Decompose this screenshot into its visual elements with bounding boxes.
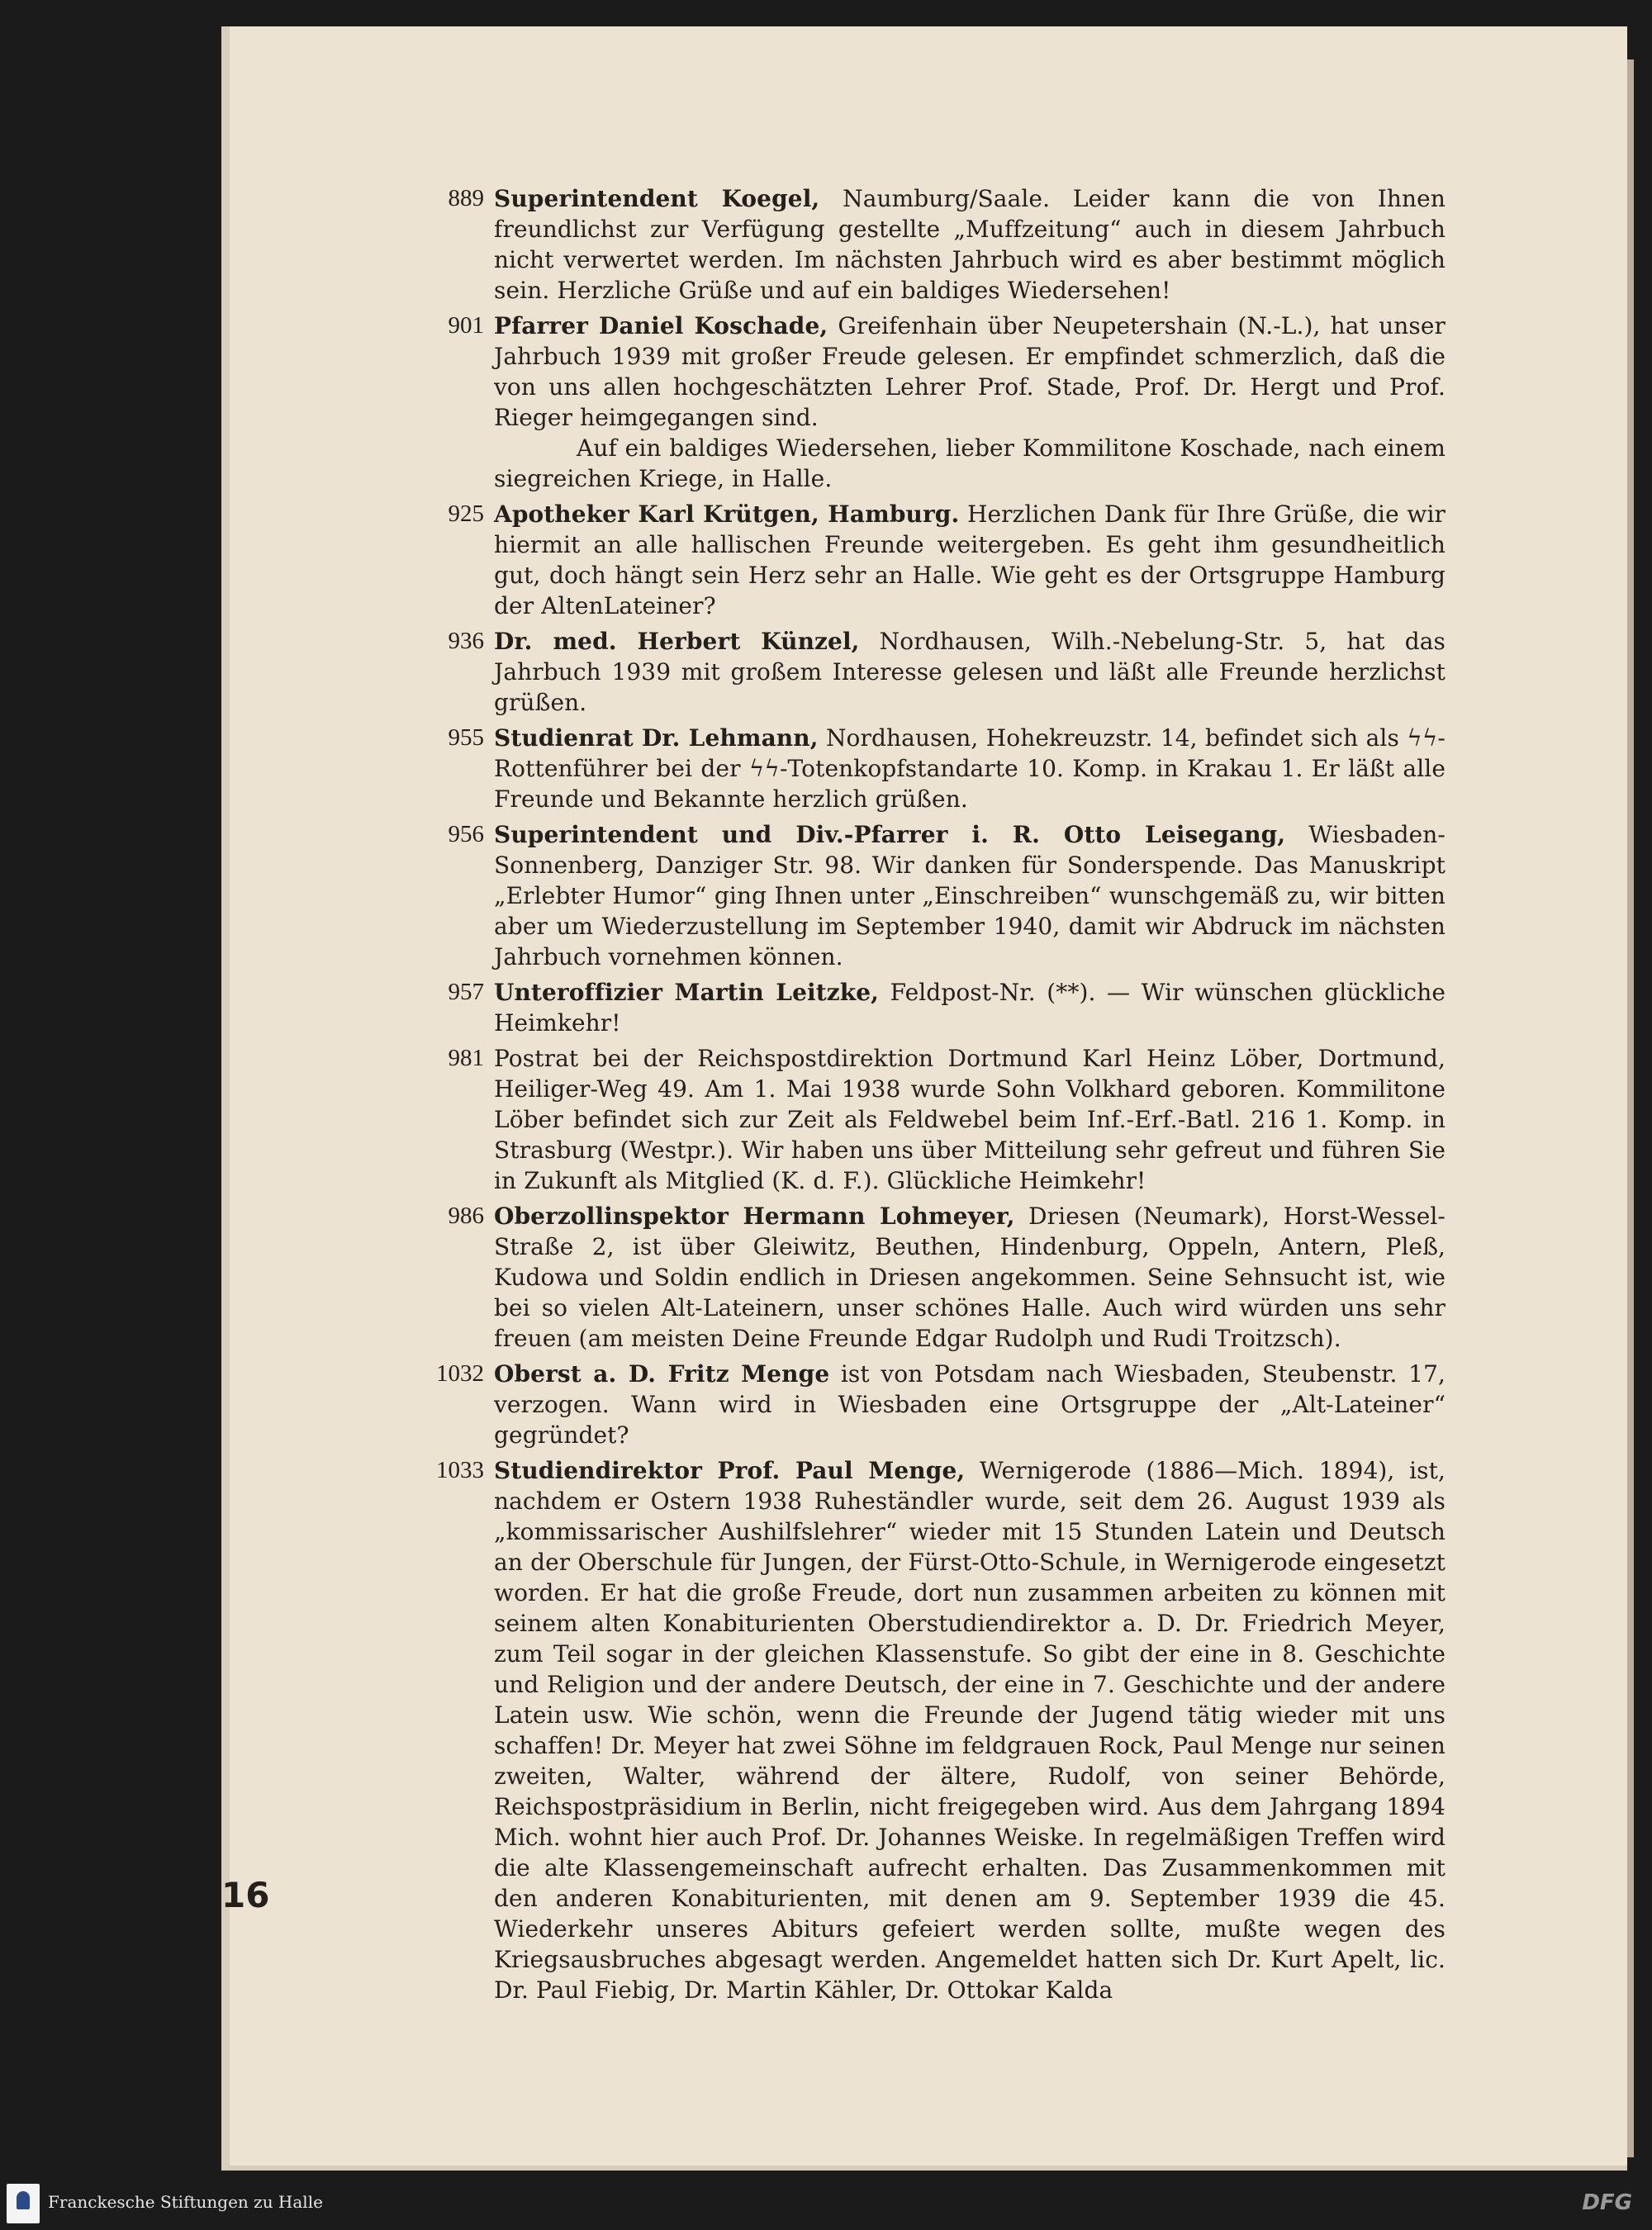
entry-text: Nordhausen, Wilh.-Nebelung-Str. 5, hat das Jahrbuch 1939 mit großem Interesse gelesen und läßt alle Freunde herzlichst grüßen. [494,628,1446,716]
entry-number: 1033 [436,1457,484,1483]
entry-name: Superintendent und Div.-Pfarrer i. R. Otto Leisegang, [494,821,1286,848]
entry-name: Unteroffizier Martin Leitzke, [494,979,880,1006]
entry-number: 986 [448,1203,484,1229]
entry-text: ist von Potsdam nach Wiesbaden, Steubenstr. 17, verzogen. Wann wird in Wiesbaden eine Ortsgruppe der „Alt-Lateiner“ gegründet? [494,1360,1446,1449]
entry-text: Wiesbaden-Sonnenberg, Danziger Str. 98. Wir danken für Sonderspende. Das Manuskript „Erlebter Humor“ ging Ihnen unter „Einschreiben“ wunschgemäß zu, wir bitten aber um Wiederzustellung im September 1940, damit wir Abdruck im nächsten Jahrbuch vornehmen können. [494,821,1446,970]
institution-logo-icon [7,2184,40,2223]
entry-text: Wernigerode (1886—Mich. 1894), ist, nachdem er Ostern 1938 Ruheständler wurde, seit dem 26. August 1939 als „kommissarischer Aushilfslehrer“ wieder mit 15 Stunden Latein und Deutsch an der Oberschule für Jungen, der Fürst-Otto-Schule, in Wernigerode eingesetzt worden. Er hat die große Freude, dort nun zusammen arbeiten zu können mit seinem alten Konabiturienten Oberstudiendirektor a. D. Dr. Friedrich Meyer, zum Teil sogar in der gleichen Klassenstufe. So gibt der eine in 8. Geschichte und Religion und der andere Deutsch, der eine in 7. Geschichte und der andere Latein usw. Wie schön, wenn die Freunde der Jugend tätig wieder mit uns schaffen! Dr. Meyer hat zwei Söhne im feldgrauen Rock, Paul Menge nur seinen zweiten, Walter, während der ältere, Rudolf, von seiner Behörde, Reichspostpräsidium in Berlin, nicht freigegeben wird. Aus dem Jahrgang 1894 Mich. wohnt hier auch Prof. Dr. Johannes Weiske. In regelmäßigen Treffen wird die alte Klassengemeinschaft aufrecht erhalten. Das Zusammenkommen mit den anderen Konabiturienten, mit denen am 9. September 1939 die 45. Wiederkehr unseres Abiturs gefeiert werden sollte, mußte wegen des Kriegsausbruches abgesagt werden. Angemeldet hatten sich Dr. Kurt Apelt, lic. Dr. Paul Fiebig, Dr. Martin Kähler, Dr. Ottokar Kalda [494,1457,1446,2004]
entry-number: 956 [448,821,484,847]
entry-text: Greifenhain über Neupetershain (N.-L.), hat unser Jahrbuch 1939 mit großer Freude gelesen. Er empfindet schmerzlich, daß die von uns allen hochgeschätzten Lehrer Prof. Stade, Prof. Dr. Hergt und Prof. Rieger heimgegangen sind. [494,312,1446,431]
entry-name: Superintendent Koegel, [494,185,820,212]
entry-957 [413,977,1446,1038]
entry-list [413,183,1446,2010]
document-page [221,26,1627,2171]
entry-1032 [413,1359,1446,1450]
entry-name: Dr. med. Herbert Künzel, [494,628,860,655]
entry-981 [413,1043,1446,1196]
entry-889 [413,183,1446,306]
entry-936 [413,626,1446,718]
entry-number: 889 [448,185,484,211]
entry-name: Studienrat Dr. Lehmann, [494,724,819,752]
entry-number: 901 [448,312,484,339]
entry-name: Oberzollinspektor Hermann Lohmeyer, [494,1203,1015,1230]
dfg-logo: DFG [1582,2190,1632,2215]
institution-name: Franckesche Stiftungen zu Halle [48,2192,323,2212]
entry-text: Postrat bei der Reichspostdirektion Dortmund Karl Heinz Löber, Dortmund, Heiliger-Weg 49. Am 1. Mai 1938 wurde Sohn Volkhard geboren. Kommilitone Löber befindet sich zur Zeit als Feldwebel beim Inf.-Erf.-Batl. 216 1. Komp. in Strasburg (Westpr.). Wir haben uns über Mitteilung sehr gefreut und führen Sie in Zukunft als Mitglied (K. d. F.). Glückliche Heimkehr! [494,1045,1446,1194]
entry-text: Nordhausen, Hohekreuzstr. 14, befindet sich als ϟϟ-Rottenführer bei der ϟϟ-Totenkopfstandarte 10. Komp. in Krakau 1. Er läßt alle Freunde und Bekannte herzlich grüßen. [494,724,1446,813]
entry-986 [413,1201,1446,1354]
entry-number: 925 [448,501,484,527]
entry-955 [413,723,1446,814]
page-number: 16 [221,1875,270,1915]
entry-name: Oberst a. D. Fritz Menge [494,1360,830,1388]
entry-925 [413,499,1446,621]
entry-extra: Auf ein baldiges Wiedersehen, lieber Kommilitone Koschade, nach einem siegreichen Kriege, in Halle. [494,434,1446,492]
entry-name: Studiendirektor Prof. Paul Menge, [494,1457,966,1484]
entry-number: 955 [448,724,484,751]
entry-956 [413,819,1446,972]
entry-text: Driesen (Neumark), Horst-Wessel-Straße 2, ist über Gleiwitz, Beuthen, Hindenburg, Oppeln, Antern, Pleß, Kudowa und Soldin endlich in Driesen angekommen. Seine Sehnsucht ist, wie bei so vielen Alt-Lateinern, unser schönes Halle. Auch wird würden uns sehr freuen (am meisten Deine Freunde Edgar Rudolph und Rudi Troitzsch). [494,1203,1446,1352]
entry-name: Pfarrer Daniel Koschade, [494,312,828,339]
entry-number: 1032 [436,1360,484,1387]
entry-text: Feldpost-Nr. (**). — Wir wünschen glückliche Heimkehr! [494,979,1446,1037]
entry-1033 [413,1455,1446,2005]
entry-number: 957 [448,979,484,1005]
entry-text: Naumburg/Saale. Leider kann die von Ihnen freundlichst zur Verfügung gestellte „Muffzeitung“ auch in diesem Jahrbuch nicht verwertet werden. Im nächsten Jahrbuch wird es aber bestimmt möglich sein. Herzliche Grüße und auf ein baldiges Wiedersehen! [494,185,1446,304]
entry-number: 981 [448,1045,484,1071]
entry-name: Apotheker Karl Krütgen, Hamburg. [494,501,960,528]
viewer-footer [0,2177,1652,2230]
entry-text: Herzlichen Dank für Ihre Grüße, die wir hiermit an alle hallischen Freunde weitergeben. Es geht ihm gesundheitlich gut, doch hängt sein Herz sehr an Halle. Wie geht es der Ortsgruppe Hamburg der AltenLateiner? [494,501,1446,619]
entry-number: 936 [448,628,484,654]
entry-901 [413,311,1446,494]
